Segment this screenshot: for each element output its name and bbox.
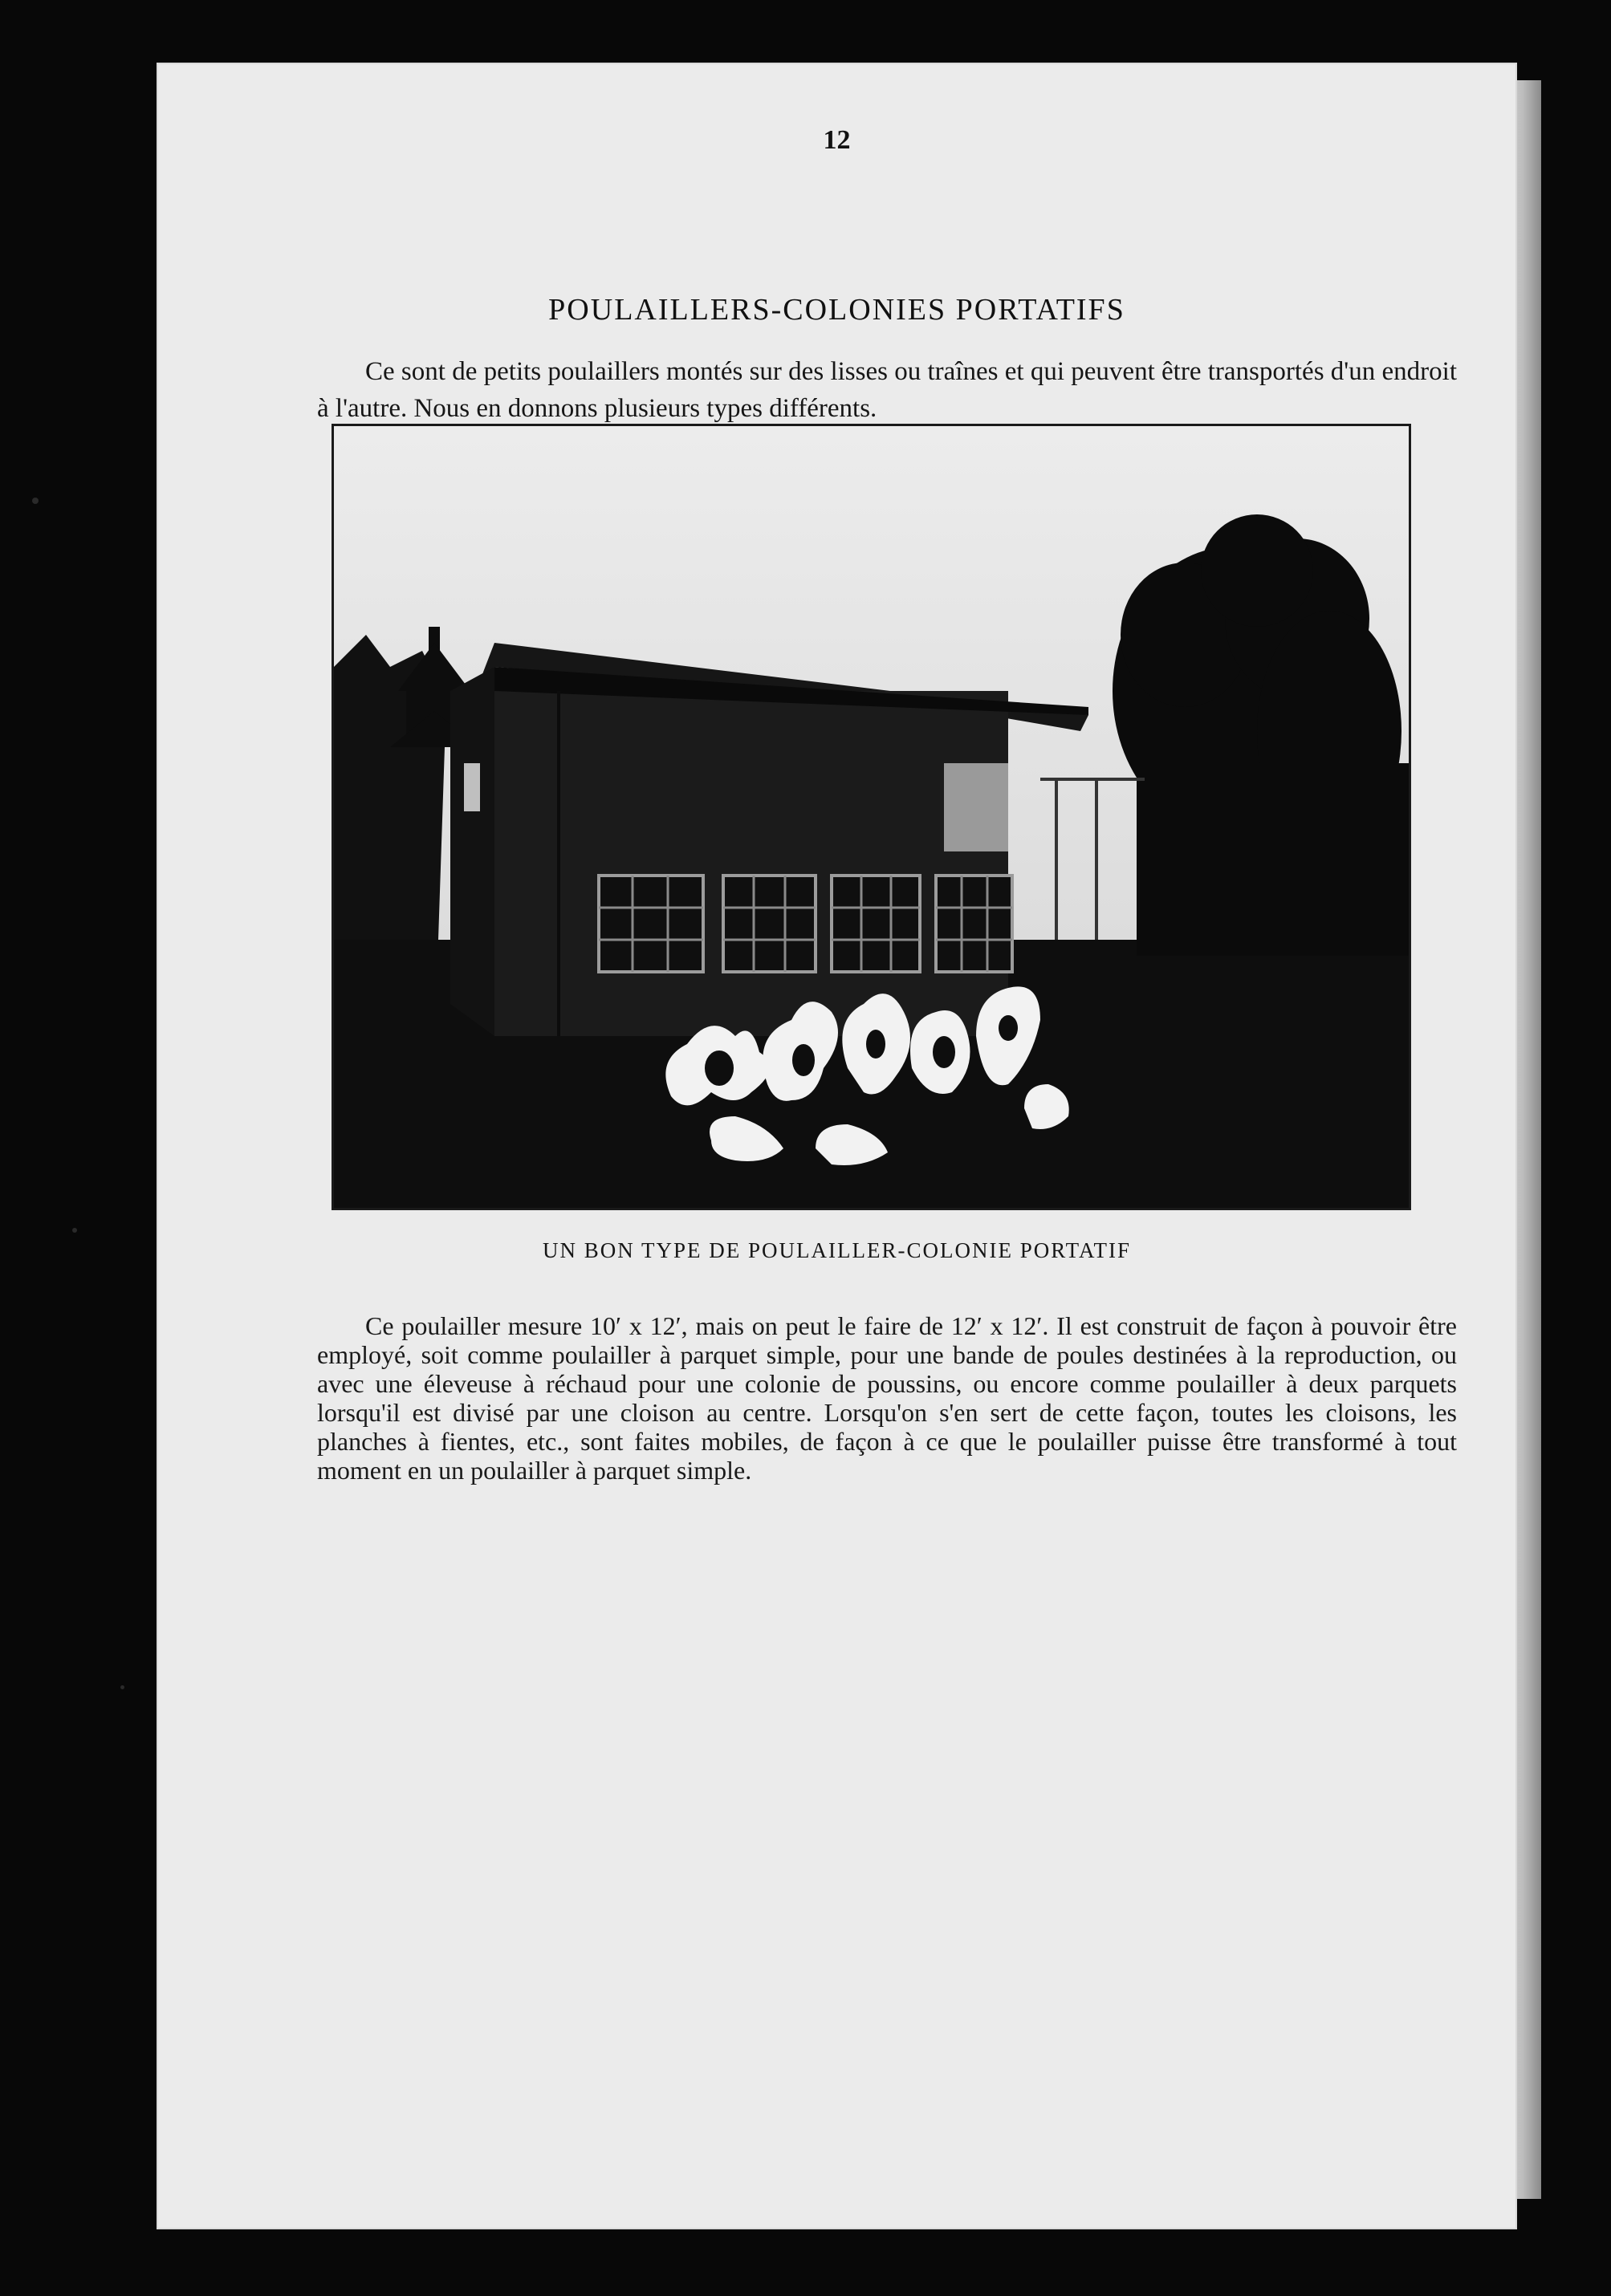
figure-caption: UN BON TYPE DE POULAILLER-COLONIE PORTATIF bbox=[543, 1238, 1131, 1262]
poultry-house-photo bbox=[332, 424, 1411, 1210]
body-paragraph: Ce poulailler mesure 10′ x 12′, mais on peut le faire de 12′ x 12′. Il est construit de façon à pouvoir être employé, soit comme poulailler à parquet simple, pour une bande de poules destinées à la reproduction, ou avec une éleveuse à réchaud pour une colonie de poussins, ou encore comme poulailler à deux parquets lorsqu'il est divisé par une cloison au centre. Lorsqu'on s'en sert de cette façon, toutes les cloisons, les planches à fientes, etc., sont faites mobiles, de façon à ce que le poulailler puisse être transformé à tout moment en un poulailler à parquet simple. bbox=[317, 1311, 1457, 1485]
scan-speck bbox=[32, 498, 39, 504]
section-title: POULAILLERS-COLONIES PORTATIFS bbox=[548, 293, 1125, 327]
page-number: 12 bbox=[823, 125, 851, 155]
coop-building bbox=[450, 643, 1088, 1036]
scan-speck bbox=[120, 1685, 124, 1689]
intro-paragraph: Ce sont de petits poulaillers montés sur des lisses ou traînes et qui peuvent être transportés d'un endroit à l'autre. Nous en donnons plusieurs types différents. bbox=[317, 357, 1457, 423]
scan-speck bbox=[72, 1228, 77, 1233]
document-page bbox=[157, 63, 1517, 2229]
